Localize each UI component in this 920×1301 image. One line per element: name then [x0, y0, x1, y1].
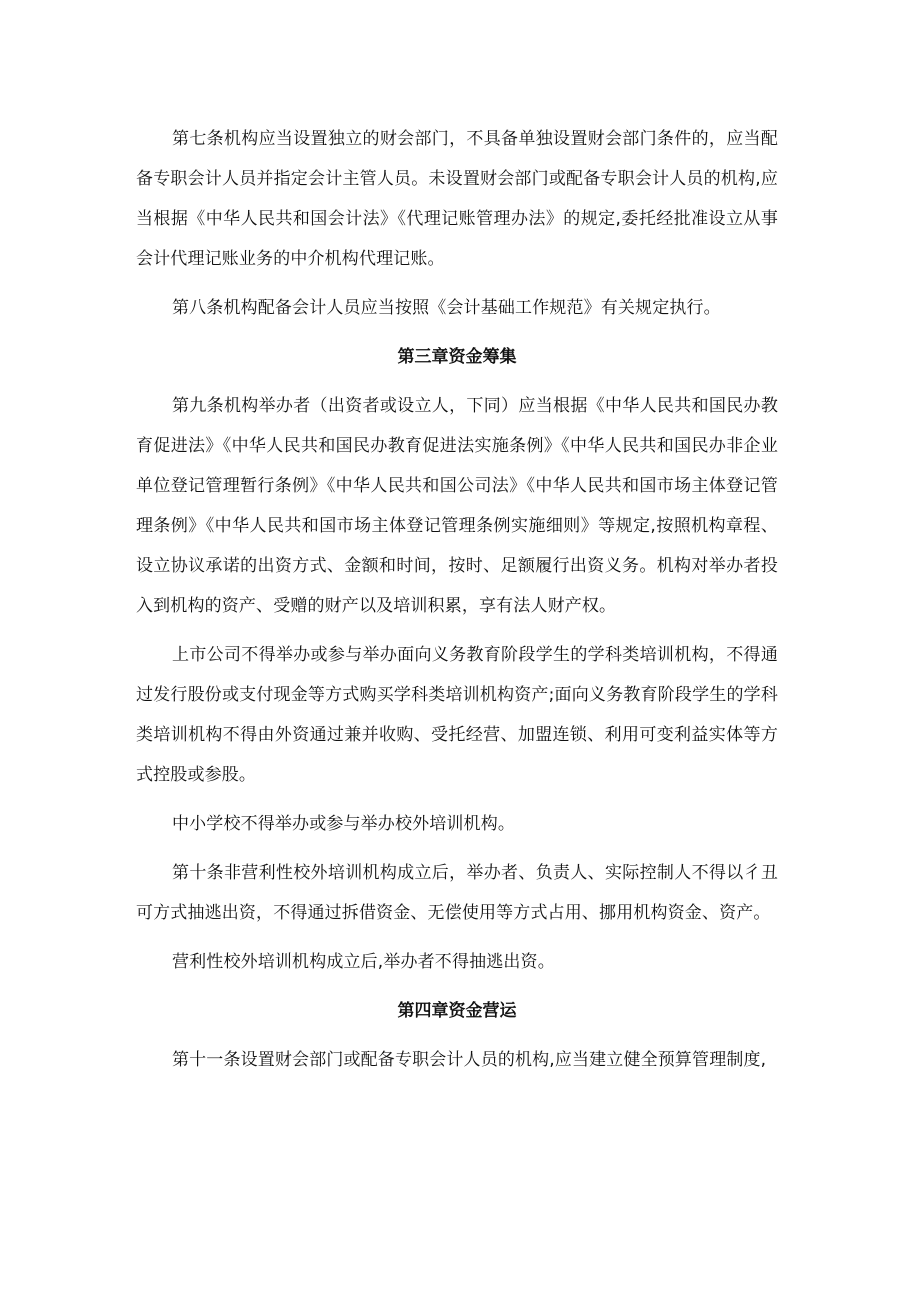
- chapter-4-heading: 第四章资金营运: [397, 1001, 517, 1021]
- article-9-paragraph: 第九条机构举办者（出资者或设立人，下同）应当根据《中华人民共和国民办教育促进法》《中华人民共和国民办教育促进法实施条例》《中华人民共和国民办非企业单位登记管理暂行条例》《中华人民共和国公司法》《中华人民共和国市场主体登记管理条例》《中华人民共和国市场主体登记管理条例实施细则》等规定,按照机构章程、设立协议承诺的出资方式、金额和时间，按时、足额履行出资义务。机构对举办者投入到机构的资产、受赠的财产以及培训积累，享有法人财产权。: [136, 396, 778, 616]
- school-restriction-paragraph: 中小学校不得举办或参与举办校外培训机构。: [172, 814, 515, 834]
- listed-company-paragraph: 上市公司不得举办或参与举办面向义务教育阶段学生的学科类培训机构，不得通过发行股份或支付现金等方式购买学科类培训机构资产;面向义务教育阶段学生的学科类培训机构不得由外资通过兼并收购、受托经营、加盟连锁、利用可变利益实体等方式控股或参股。: [136, 645, 778, 785]
- article-7-paragraph: 第七条机构应当设置独立的财会部门，不具备单独设置财会部门条件的，应当配备专职会计人员并指定会计主管人员。未设置财会部门或配备专职会计人员的机构,应当根据《中华人民共和国会计法》《代理记账管理办法》的规定,委托经批准设立从事会计代理记账业务的中介机构代理记账。: [136, 129, 778, 269]
- article-11-paragraph: 第十一条设置财会部门或配备专职会计人员的机构,应当建立健全预算管理制度,: [172, 1050, 767, 1070]
- article-10-paragraph: 第十条非营利性校外培训机构成立后，举办者、负责人、实际控制人不得以彳丑可方式抽逃出资，不得通过拆借资金、无偿使用等方式占用、挪用机构资金、资产。: [136, 863, 778, 923]
- document-body: [136, 119, 778, 1089]
- chapter-3-heading: 第三章资金筹集: [397, 347, 517, 367]
- for-profit-paragraph: 营利性校外培训机构成立后,举办者不得抽逃出资。: [172, 952, 555, 972]
- article-8-paragraph: 第八条机构配备会计人员应当按照《会计基础工作规范》有关规定执行。: [172, 298, 721, 318]
